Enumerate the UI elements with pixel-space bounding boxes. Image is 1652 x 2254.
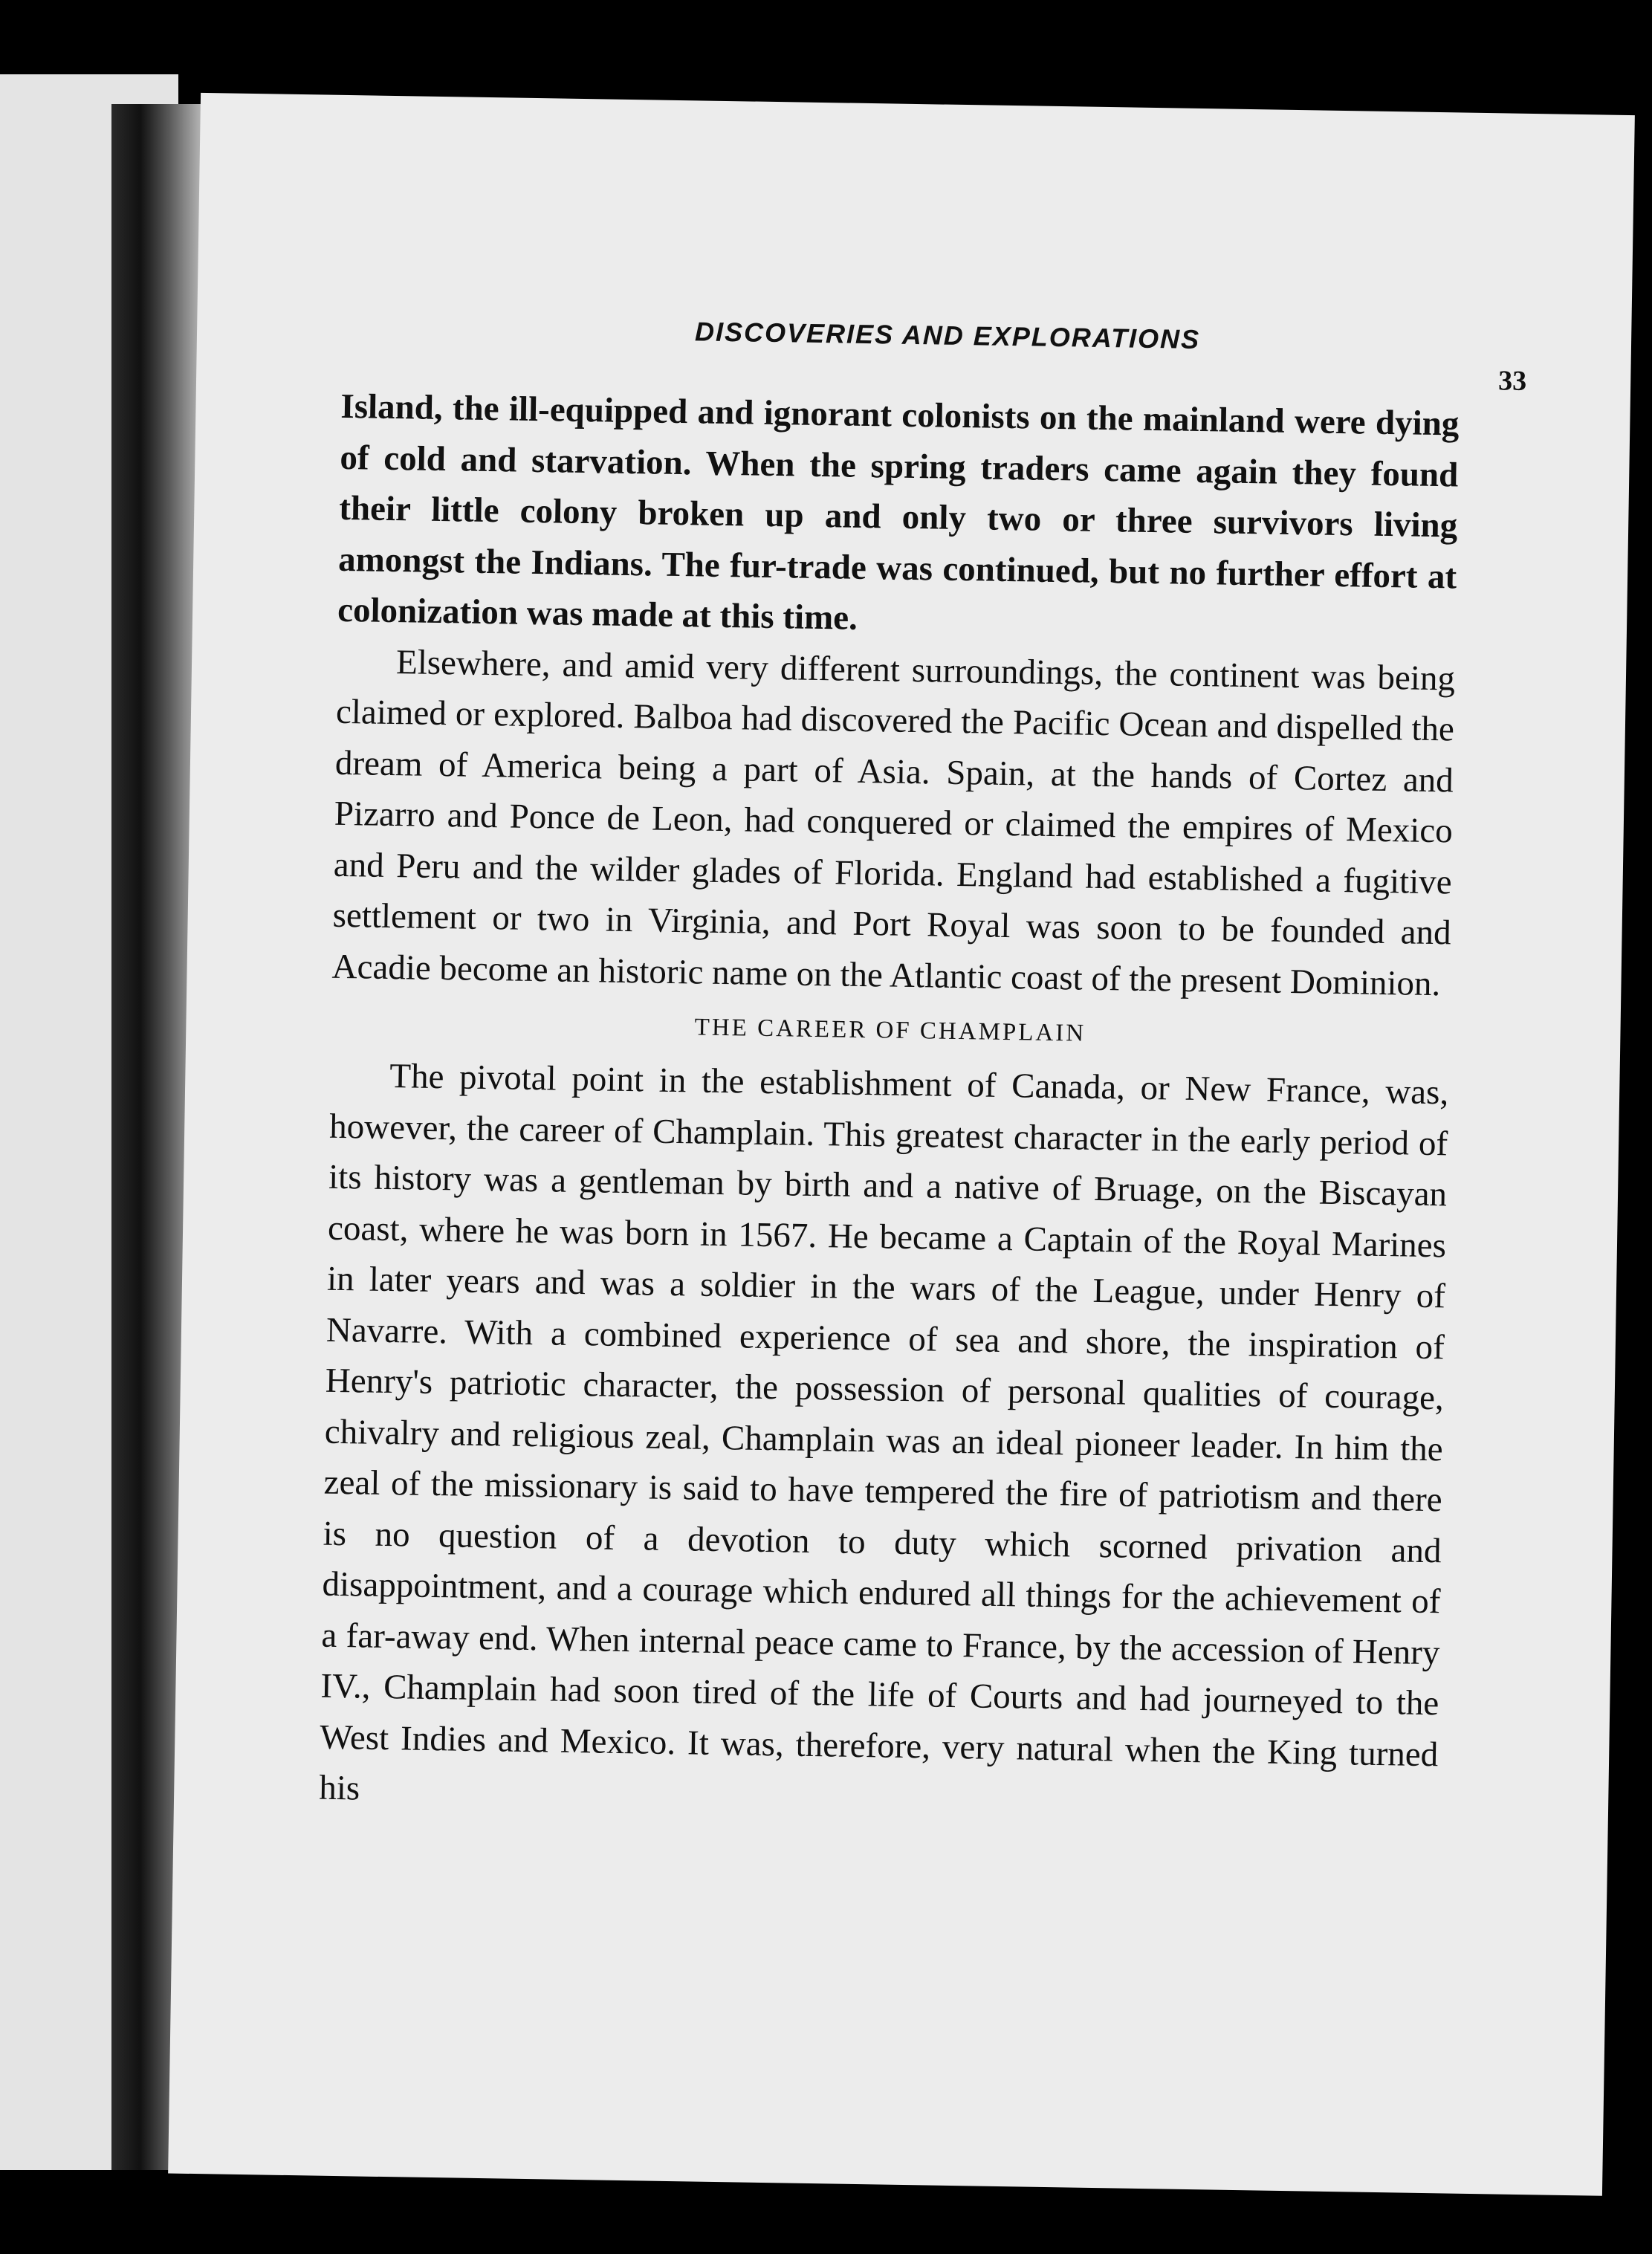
running-head: DISCOVERIES AND EXPLORATIONS [694,316,1201,355]
page-number: 33 [1497,365,1527,397]
paragraph: Elsewhere, and amid very different surroundings, the continent was being claimed or explored. Balboa had discovered the Pacific Ocean and dispelled the dream of America being a part of Asia. Spain, at the hands of Cortez and Pizarro and Ponce de Leon, had conquered or claimed the empires of Mexico and Peru and the wilder glades of Florida. England had established a fugitive settlement or two in Virginia, and Port Royal was soon to be founded and Acadie become an historic name on the Atlantic coast of the present Dominion. [331,642,1456,1003]
body-text [319,381,1460,1831]
section-heading: THE CAREER OF CHAMPLAIN [694,1014,1086,1047]
right-page [168,93,1635,2196]
paragraph: Island, the ill-equipped and ignorant colonists on the mainland were dying of cold and starvation. When the spring traders came again they found their little colony broken up and only two or three survivors living amongst the Indians. The fur-trade was continued, but no further effort at colonization was made at this time. [337,386,1460,638]
paragraph: The pivotal point in the establishment of Canada, or New France, was, however, the career of Champlain. This greatest character in the early period of its history was a gentleman by birth and a native of Bruage, on the Biscayan coast, where he was born in 1567. He became a Captain of the Royal Marines in later years and was a soldier in the wars of the League, under Henry of Navarre. With a combined experience of sea and shore, the inspiration of Henry's patriotic character, the possession of personal qualities of courage, chivalry and religious zeal, Champlain was an ideal pioneer leader. In him the zeal of the missionary is said to have tempered the fire of patriotism and there is no question of a devotion to duty which scorned privation and disappointment, and a courage which endured all things for the achievement of a far-away end. When internal peace came to France, by the accession of Henry IV., Champlain had soon tired of the life of Courts and had journeyed to the West Indies and Mexico. It was, therefore, very natural when the King turned his [318,1057,1449,1808]
